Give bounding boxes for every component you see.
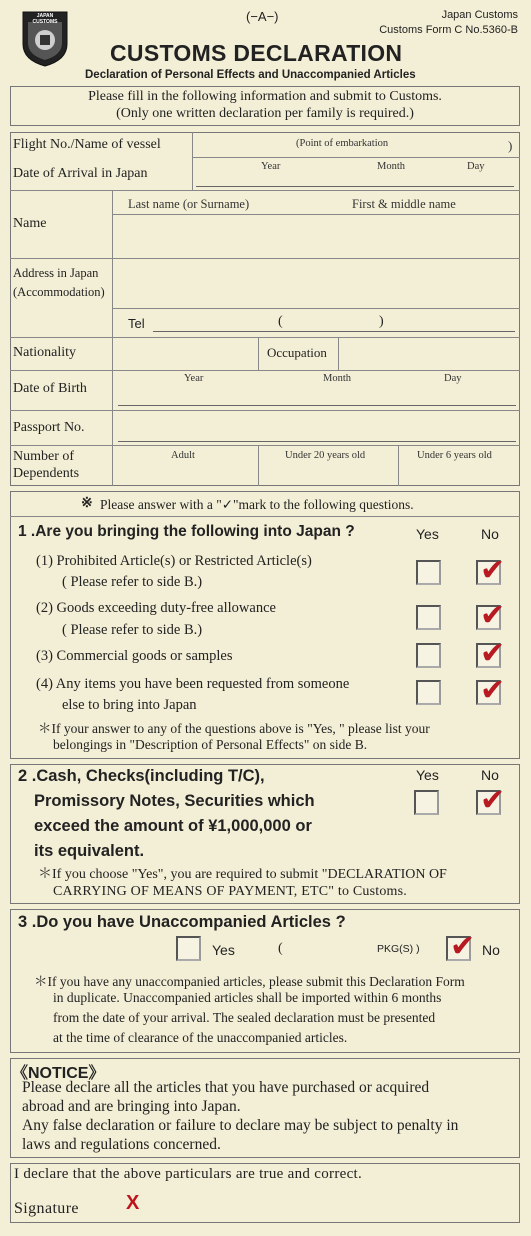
instruction-mark: ※: [81, 496, 93, 511]
dob-year-label: Year: [184, 373, 204, 384]
q1-item-3-line1: (3) Commercial goods or samples: [36, 648, 233, 664]
q1-item-1-line2: ( Please refer to side B.): [62, 574, 203, 590]
tel-label: Tel: [128, 316, 145, 331]
q1-item-1-no-checkbox[interactable]: [476, 553, 506, 588]
dependents-label-1: Number of: [13, 449, 75, 464]
arrival-month-label: Month: [377, 161, 406, 172]
tel-paren-close: ): [379, 314, 384, 329]
tel-field[interactable]: [153, 314, 515, 332]
form-number: Customs Form C No.5360-B: [379, 24, 518, 36]
question-2-line4: its equivalent.: [34, 842, 145, 860]
q1-item-4-yes-checkbox[interactable]: [416, 680, 441, 705]
q3-note-line2: in duplicate. Unaccompanied articles shall be imported within 6 months: [53, 990, 442, 1005]
q1-yes-header: Yes: [416, 526, 439, 542]
dependents-label-2: Dependents: [13, 466, 80, 481]
flight-label: Flight No./Name of vessel: [13, 137, 161, 152]
q2-no-header: No: [481, 767, 499, 783]
signature-x-mark: X: [126, 1192, 140, 1214]
dob-label: Date of Birth: [13, 381, 87, 396]
q1-item-1-line1: (1) Prohibited Article(s) or Restricted Article(s): [36, 553, 312, 569]
form-subtitle: Declaration of Personal Effects and Unaccompanied Articles: [85, 69, 416, 81]
q1-item-3-yes-checkbox[interactable]: [416, 643, 441, 668]
form-title: CUSTOMS DECLARATION: [110, 40, 403, 66]
notice-line3: Any false declaration or failure to declare may be subject to penalty in: [22, 1117, 459, 1134]
q1-item-2-no-checkbox[interactable]: [476, 598, 506, 633]
check-mark-icon: ✔: [480, 553, 506, 588]
occupation-field[interactable]: [340, 339, 518, 369]
question-2-line2: Promissory Notes, Securities which: [34, 792, 315, 810]
under6-field[interactable]: [400, 462, 518, 484]
check-mark-icon: ✔: [480, 636, 506, 671]
q1-note-line2: belongings in "Description of Personal Effects" on side B.: [53, 737, 368, 752]
q1-item-2-line2: ( Please refer to side B.): [62, 622, 203, 638]
q3-note-line3: from the date of your arrival. The sealed declaration must be presented: [53, 1010, 436, 1025]
nationality-label: Nationality: [13, 345, 76, 360]
q2-no-checkbox[interactable]: [476, 783, 506, 818]
intro-box: [10, 86, 520, 126]
q3-note-line1: ＊If you have any unaccompanied articles, please submit this Declaration Form: [34, 974, 465, 989]
intro-line-1: Please fill in the following information and submit to Customs.: [88, 89, 442, 104]
q2-yes-checkbox[interactable]: [414, 790, 439, 815]
signature-field[interactable]: [110, 1190, 514, 1220]
q3-yes-checkbox[interactable]: [176, 936, 201, 961]
q1-item-3-no-checkbox[interactable]: [476, 636, 506, 671]
nationality-field[interactable]: [114, 339, 256, 369]
q2-yes-header: Yes: [416, 767, 439, 783]
q1-item-2-yes-checkbox[interactable]: [416, 605, 441, 630]
q1-item-2-line1: (2) Goods exceeding duty-free allowance: [36, 600, 276, 616]
last-name-label: Last name (or Surname): [128, 197, 250, 211]
check-mark-icon: ✔: [480, 598, 506, 633]
q3-package-count-field[interactable]: [290, 938, 374, 960]
seal-text: JAPAN CUSTOMS: [32, 13, 58, 25]
q3-note-line4: at the time of clearance of the unaccompanied articles.: [53, 1030, 348, 1045]
q3-no-label: No: [482, 942, 500, 958]
notice-line1: Please declare all the articles that you have purchased or acquired: [22, 1079, 430, 1096]
embarkation-label: (Point of embarkation: [296, 138, 389, 149]
arrival-day-label: Day: [467, 161, 485, 172]
q1-item-4-no-checkbox[interactable]: [476, 673, 506, 708]
q1-item-4-line2: else to bring into Japan: [62, 697, 197, 713]
notice-title: 《NOTICE》: [12, 1065, 105, 1082]
q3-no-checkbox[interactable]: [446, 929, 476, 964]
address-field[interactable]: [114, 260, 518, 306]
passport-label: Passport No.: [13, 420, 85, 435]
passport-field[interactable]: [118, 428, 516, 442]
address-label-1: Address in Japan: [13, 266, 99, 280]
flight-field[interactable]: [194, 134, 518, 156]
arrival-date-label: Date of Arrival in Japan: [13, 166, 148, 181]
instruction-text: Please answer with a "✓"mark to the following questions.: [100, 497, 414, 512]
check-mark-icon: ✔: [480, 673, 506, 708]
arrival-year-label: Year: [261, 161, 281, 172]
tel-paren-open: (: [278, 314, 283, 329]
question-3-title: 3 .Do you have Unaccompanied Articles ?: [18, 913, 346, 931]
q3-paren-open: (: [278, 941, 283, 956]
question-1-title: 1 .Are you bringing the following into Japan ?: [18, 523, 355, 540]
q3-yes-label: Yes: [212, 942, 235, 958]
notice-line4: laws and regulations concerned.: [22, 1136, 221, 1153]
question-2-line1: 2 .Cash, Checks(including T/C),: [18, 767, 265, 785]
check-mark-icon: ✔: [450, 929, 476, 964]
first-name-label: First & middle name: [352, 197, 456, 211]
name-field[interactable]: [114, 216, 518, 256]
notice-line2: abroad and are bringing into Japan.: [22, 1098, 241, 1115]
name-label: Name: [13, 216, 47, 231]
under6-label: Under 6 years old: [417, 450, 492, 461]
q2-note-line2: CARRYING OF MEANS OF PAYMENT, ETC" to Customs.: [53, 884, 407, 899]
agency-name: Japan Customs: [441, 9, 518, 21]
check-mark-icon: ✔: [480, 783, 506, 818]
q1-item-1-yes-checkbox[interactable]: [416, 560, 441, 585]
signature-label: Signature: [14, 1200, 79, 1217]
q3-pkg-label: PKG(S) ): [377, 943, 420, 955]
q2-note-line1: ＊If you choose "Yes", you are required to submit "DECLARATION OF: [38, 867, 447, 882]
dob-day-label: Day: [444, 373, 462, 384]
occupation-label: Occupation: [267, 345, 327, 360]
dob-month-label: Month: [323, 373, 352, 384]
embarkation-close: ): [508, 138, 513, 153]
dob-field[interactable]: [118, 392, 516, 406]
arrival-date-field[interactable]: [196, 175, 514, 187]
declaration-statement: I declare that the above particulars are true and correct.: [14, 1166, 363, 1182]
under20-field[interactable]: [260, 462, 396, 484]
adult-field[interactable]: [114, 462, 256, 484]
question-2-line3: exceed the amount of ¥1,000,000 or: [34, 817, 312, 835]
adult-label: Adult: [171, 450, 195, 461]
side-indicator: (−A−): [246, 9, 279, 24]
intro-line-2: (Only one written declaration per family is required.): [116, 106, 414, 121]
q1-note-line1: ＊If your answer to any of the questions above is "Yes, " please list your: [38, 721, 430, 736]
under20-label: Under 20 years old: [285, 450, 366, 461]
customs-seal-logo: [20, 10, 70, 68]
q1-item-4-line1: (4) Any items you have been requested from someone: [36, 676, 350, 692]
address-label-2: (Accommodation): [13, 285, 105, 299]
q1-no-header: No: [481, 526, 499, 542]
